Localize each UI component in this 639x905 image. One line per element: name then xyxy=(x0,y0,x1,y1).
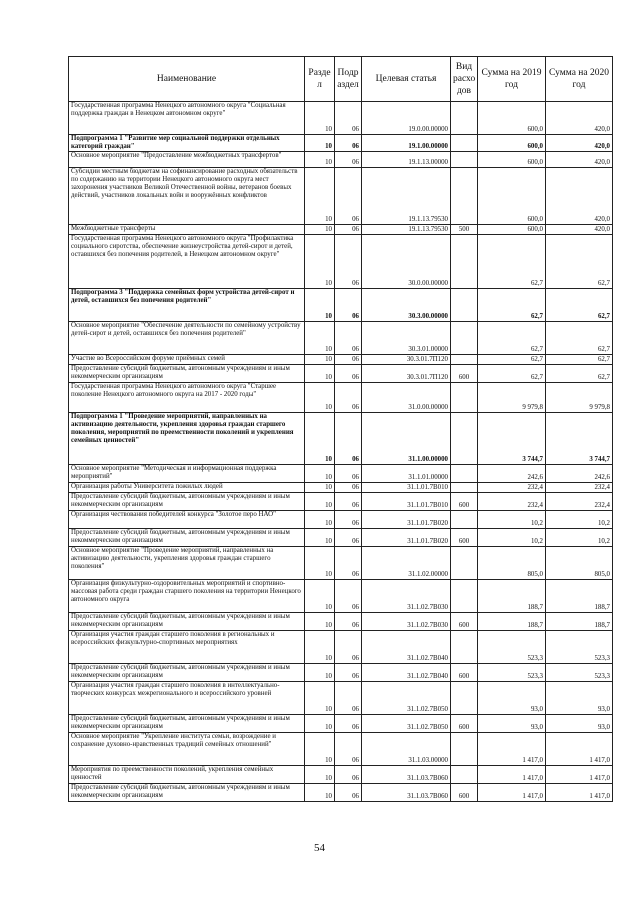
cell-subsection: 06 xyxy=(335,664,362,682)
cell-sum-2019: 600,0 xyxy=(478,135,546,152)
cell-sum-2019: 93,0 xyxy=(478,715,546,733)
cell-sum-2019: 188,7 xyxy=(478,613,546,631)
cell-section: 10 xyxy=(305,365,335,383)
cell-target-article: 31.0.00.00000 xyxy=(362,383,451,413)
cell-sum-2019: 1 417,0 xyxy=(478,733,546,766)
cell-sum-2019: 600,0 xyxy=(478,102,546,135)
cell-sum-2019: 1 417,0 xyxy=(478,766,546,784)
table-row xyxy=(69,465,613,483)
table-row xyxy=(69,631,613,664)
cell-expense-type xyxy=(451,355,478,365)
cell-name: Организация работы Университета пожилых людей xyxy=(69,483,305,493)
cell-target-article: 31.1.01.7В020 xyxy=(362,529,451,547)
cell-name: Государственная программа Ненецкого автономного округа "Профилактика социального сиротства, обеспечение жизнеустройства детей-сирот и детей, оставшихся без попечения родителей, в Ненецком автономном округе" xyxy=(69,235,305,289)
cell-sum-2020: 232,4 xyxy=(546,493,613,511)
cell-subsection: 06 xyxy=(335,733,362,766)
header-sum-2020: Сумма на 2020 год xyxy=(546,57,613,102)
cell-name: Подпрограмма 1 "Развитие мер социальной поддержки отдельных категорий граждан" xyxy=(69,135,305,152)
cell-target-article: 19.1.13.00000 xyxy=(362,152,451,168)
cell-sum-2019: 62,7 xyxy=(478,235,546,289)
cell-sum-2020: 9 979,8 xyxy=(546,383,613,413)
cell-section: 10 xyxy=(305,613,335,631)
cell-expense-type xyxy=(451,102,478,135)
cell-target-article: 31.1.02.00000 xyxy=(362,547,451,580)
cell-target-article: 31.1.02.7В040 xyxy=(362,631,451,664)
cell-section: 10 xyxy=(305,225,335,235)
cell-section: 10 xyxy=(305,715,335,733)
cell-expense-type: 600 xyxy=(451,664,478,682)
table-row xyxy=(69,168,613,225)
cell-sum-2020: 420,0 xyxy=(546,135,613,152)
cell-subsection: 06 xyxy=(335,631,362,664)
table-row xyxy=(69,289,613,322)
cell-section: 10 xyxy=(305,766,335,784)
cell-section: 10 xyxy=(305,493,335,511)
cell-sum-2020: 1 417,0 xyxy=(546,733,613,766)
cell-sum-2020: 420,0 xyxy=(546,168,613,225)
cell-target-article: 31.1.03.7В060 xyxy=(362,784,451,802)
cell-expense-type: 600 xyxy=(451,784,478,802)
cell-target-article: 31.1.00.00000 xyxy=(362,413,451,465)
cell-name: Субсидии местным бюджетам на софинансирование расходных обязательств по содержанию на территории Ненецкого автономного округа мест захоронения участников Великой Отечественной войны, ветеранов боевых действий, участников локальных войн и вооружённых конфликтов xyxy=(69,168,305,225)
cell-expense-type xyxy=(451,168,478,225)
cell-sum-2019: 600,0 xyxy=(478,168,546,225)
cell-name: Государственная программа Ненецкого автономного округа "Социальная поддержка граждан в Ненецком автономном округе" xyxy=(69,102,305,135)
cell-expense-type xyxy=(451,483,478,493)
cell-sum-2019: 600,0 xyxy=(478,152,546,168)
cell-subsection: 06 xyxy=(335,465,362,483)
cell-sum-2019: 232,4 xyxy=(478,483,546,493)
cell-name: Участие во Всероссийском форуме приёмных семей xyxy=(69,355,305,365)
cell-subsection: 06 xyxy=(335,682,362,715)
cell-subsection: 06 xyxy=(335,168,362,225)
cell-section: 10 xyxy=(305,465,335,483)
cell-subsection: 06 xyxy=(335,322,362,355)
cell-name: Государственная программа Ненецкого автономного округа "Старшее поколение Ненецкого автономного округа на 2017 - 2020 годы" xyxy=(69,383,305,413)
cell-name: Организация участия граждан старшего поколения в интеллектуально-творческих конкурсах межрегионального и всероссийского уровней xyxy=(69,682,305,715)
cell-name: Основное мероприятие "Укрепление института семьи, возрождение и сохранение духовно-нравственных традиций семейных отношений" xyxy=(69,733,305,766)
cell-section: 10 xyxy=(305,580,335,613)
cell-sum-2020: 523,3 xyxy=(546,664,613,682)
table-row xyxy=(69,322,613,355)
cell-section: 10 xyxy=(305,322,335,355)
cell-name: Основное мероприятие "Предоставление межбюджетных трансфертов" xyxy=(69,152,305,168)
cell-expense-type xyxy=(451,322,478,355)
cell-sum-2020: 1 417,0 xyxy=(546,784,613,802)
cell-subsection: 06 xyxy=(335,529,362,547)
cell-sum-2019: 9 979,8 xyxy=(478,383,546,413)
cell-subsection: 06 xyxy=(335,511,362,529)
cell-sum-2020: 93,0 xyxy=(546,682,613,715)
table-row xyxy=(69,529,613,547)
cell-expense-type: 600 xyxy=(451,715,478,733)
cell-name: Организация чествования победителей конкурса "Золотое перо НАО" xyxy=(69,511,305,529)
cell-sum-2020: 188,7 xyxy=(546,613,613,631)
cell-name: Подпрограмма 3 "Поддержка семейных форм устройства детей-сирот и детей, оставшихся без попечения родителей" xyxy=(69,289,305,322)
cell-subsection: 06 xyxy=(335,235,362,289)
cell-subsection: 06 xyxy=(335,784,362,802)
cell-sum-2019: 10,2 xyxy=(478,511,546,529)
cell-name: Предоставление субсидий бюджетным, автономным учреждениям и иным некоммерческим организациям xyxy=(69,715,305,733)
cell-sum-2019: 62,7 xyxy=(478,355,546,365)
table-body xyxy=(69,102,613,802)
cell-sum-2020: 242,6 xyxy=(546,465,613,483)
cell-subsection: 06 xyxy=(335,493,362,511)
cell-subsection: 06 xyxy=(335,766,362,784)
header-name: Наименование xyxy=(69,57,305,102)
cell-section: 10 xyxy=(305,631,335,664)
table-row xyxy=(69,613,613,631)
cell-expense-type xyxy=(451,135,478,152)
cell-section: 10 xyxy=(305,102,335,135)
cell-target-article: 31.1.02.7В050 xyxy=(362,715,451,733)
cell-sum-2019: 62,7 xyxy=(478,365,546,383)
cell-target-article: 31.1.01.7В010 xyxy=(362,493,451,511)
cell-sum-2020: 420,0 xyxy=(546,225,613,235)
table-row xyxy=(69,784,613,802)
cell-sum-2020: 1 417,0 xyxy=(546,766,613,784)
cell-sum-2019: 10,2 xyxy=(478,529,546,547)
header-section: Разде л xyxy=(305,57,335,102)
cell-target-article: 31.1.02.7В040 xyxy=(362,664,451,682)
cell-sum-2019: 62,7 xyxy=(478,289,546,322)
cell-expense-type xyxy=(451,547,478,580)
cell-target-article: 31.1.02.7В030 xyxy=(362,613,451,631)
cell-expense-type xyxy=(451,511,478,529)
cell-sum-2019: 600,0 xyxy=(478,225,546,235)
cell-sum-2020: 10,2 xyxy=(546,511,613,529)
cell-target-article: 31.1.02.7В050 xyxy=(362,682,451,715)
cell-sum-2020: 62,7 xyxy=(546,365,613,383)
cell-name: Предоставление субсидий бюджетным, автономным учреждениям и иным некоммерческим организациям xyxy=(69,613,305,631)
table-row xyxy=(69,511,613,529)
cell-expense-type: 600 xyxy=(451,529,478,547)
header-subsection: Подр аздел xyxy=(335,57,362,102)
cell-expense-type xyxy=(451,465,478,483)
cell-section: 10 xyxy=(305,235,335,289)
cell-target-article: 30.3.01.7П120 xyxy=(362,355,451,365)
cell-expense-type xyxy=(451,733,478,766)
cell-sum-2020: 93,0 xyxy=(546,715,613,733)
cell-expense-type xyxy=(451,766,478,784)
table-row xyxy=(69,383,613,413)
cell-expense-type xyxy=(451,289,478,322)
cell-expense-type xyxy=(451,383,478,413)
cell-sum-2020: 420,0 xyxy=(546,102,613,135)
cell-subsection: 06 xyxy=(335,715,362,733)
cell-target-article: 31.1.02.7В030 xyxy=(362,580,451,613)
table-row xyxy=(69,715,613,733)
cell-target-article: 19.0.00.00000 xyxy=(362,102,451,135)
cell-name: Предоставление субсидий бюджетным, автономным учреждениям и иным некоммерческим организациям xyxy=(69,664,305,682)
budget-table xyxy=(68,56,613,802)
header-sum-2019: Сумма на 2019 год xyxy=(478,57,546,102)
cell-sum-2019: 188,7 xyxy=(478,580,546,613)
cell-subsection: 06 xyxy=(335,413,362,465)
cell-section: 10 xyxy=(305,784,335,802)
cell-expense-type xyxy=(451,413,478,465)
cell-target-article: 19.1.13.79530 xyxy=(362,225,451,235)
table-row xyxy=(69,733,613,766)
cell-name: Подпрограмма 1 "Проведение мероприятий, направленных на активизацию деятельности, укрепления здоровья граждан старшего поколения, мероприятий по преемственности поколений и укрепления семейных ценностей" xyxy=(69,413,305,465)
cell-name: Межбюджетные трансферты xyxy=(69,225,305,235)
cell-name: Мероприятия по преемственности поколений, укрепления семейных ценностей xyxy=(69,766,305,784)
table-row xyxy=(69,355,613,365)
table-row xyxy=(69,152,613,168)
cell-subsection: 06 xyxy=(335,152,362,168)
cell-target-article: 31.1.01.7В020 xyxy=(362,511,451,529)
cell-name: Организация физкультурно-оздоровительных мероприятий и спортивно-массовая работа среди граждан старшего поколения на территории Ненецкого автономного округа xyxy=(69,580,305,613)
cell-section: 10 xyxy=(305,682,335,715)
cell-expense-type: 600 xyxy=(451,365,478,383)
cell-section: 10 xyxy=(305,664,335,682)
cell-name: Основное мероприятие "Проведение мероприятий, направленных на активизацию деятельности, укрепления здоровья граждан старшего поколения" xyxy=(69,547,305,580)
cell-expense-type xyxy=(451,682,478,715)
cell-name: Организация участия граждан старшего поколения в региональных и всероссийских физкультурно-спортивных мероприятиях xyxy=(69,631,305,664)
table-row xyxy=(69,766,613,784)
cell-sum-2020: 62,7 xyxy=(546,355,613,365)
cell-sum-2020: 62,7 xyxy=(546,289,613,322)
cell-section: 10 xyxy=(305,168,335,225)
cell-target-article: 30.3.00.00000 xyxy=(362,289,451,322)
cell-section: 10 xyxy=(305,483,335,493)
cell-sum-2020: 805,0 xyxy=(546,547,613,580)
cell-sum-2020: 523,3 xyxy=(546,631,613,664)
cell-name: Предоставление субсидий бюджетным, автономным учреждениям и иным некоммерческим организациям xyxy=(69,784,305,802)
page-number: 54 xyxy=(314,842,325,854)
header-expense-type: Вид расхо дов xyxy=(451,57,478,102)
cell-sum-2019: 3 744,7 xyxy=(478,413,546,465)
cell-name: Предоставление субсидий бюджетным, автономным учреждениям и иным некоммерческим организациям xyxy=(69,493,305,511)
cell-subsection: 06 xyxy=(335,135,362,152)
cell-expense-type: 600 xyxy=(451,493,478,511)
cell-section: 10 xyxy=(305,289,335,322)
cell-section: 10 xyxy=(305,529,335,547)
table-row xyxy=(69,135,613,152)
cell-target-article: 30.0.00.00000 xyxy=(362,235,451,289)
cell-target-article: 19.1.00.00000 xyxy=(362,135,451,152)
cell-sum-2020: 232,4 xyxy=(546,483,613,493)
cell-target-article: 30.3.01.00000 xyxy=(362,322,451,355)
cell-section: 10 xyxy=(305,383,335,413)
cell-target-article: 19.1.13.79530 xyxy=(362,168,451,225)
cell-subsection: 06 xyxy=(335,580,362,613)
cell-expense-type xyxy=(451,152,478,168)
table-row xyxy=(69,225,613,235)
header-target-article: Целевая статья xyxy=(362,57,451,102)
table-row xyxy=(69,413,613,465)
cell-sum-2020: 62,7 xyxy=(546,235,613,289)
table-header-row xyxy=(69,57,613,102)
cell-expense-type xyxy=(451,235,478,289)
cell-sum-2019: 242,6 xyxy=(478,465,546,483)
cell-subsection: 06 xyxy=(335,355,362,365)
cell-subsection: 06 xyxy=(335,483,362,493)
cell-expense-type: 600 xyxy=(451,613,478,631)
cell-expense-type xyxy=(451,631,478,664)
cell-sum-2019: 1 417,0 xyxy=(478,784,546,802)
table-row xyxy=(69,102,613,135)
cell-section: 10 xyxy=(305,547,335,580)
cell-sum-2019: 62,7 xyxy=(478,322,546,355)
cell-subsection: 06 xyxy=(335,365,362,383)
cell-subsection: 06 xyxy=(335,289,362,322)
table-row xyxy=(69,664,613,682)
cell-sum-2020: 420,0 xyxy=(546,152,613,168)
cell-target-article: 31.1.03.7В060 xyxy=(362,766,451,784)
cell-section: 10 xyxy=(305,413,335,465)
cell-expense-type xyxy=(451,580,478,613)
cell-section: 10 xyxy=(305,152,335,168)
cell-section: 10 xyxy=(305,511,335,529)
table-row xyxy=(69,547,613,580)
cell-expense-type: 500 xyxy=(451,225,478,235)
cell-sum-2019: 232,4 xyxy=(478,493,546,511)
cell-sum-2019: 805,0 xyxy=(478,547,546,580)
cell-target-article: 31.1.01.00000 xyxy=(362,465,451,483)
cell-name: Основное мероприятие "Методическая и информационная поддержка мероприятий" xyxy=(69,465,305,483)
cell-sum-2019: 523,3 xyxy=(478,631,546,664)
cell-subsection: 06 xyxy=(335,613,362,631)
cell-target-article: 30.3.01.7П120 xyxy=(362,365,451,383)
cell-section: 10 xyxy=(305,135,335,152)
table-row xyxy=(69,365,613,383)
cell-target-article: 31.1.03.00000 xyxy=(362,733,451,766)
cell-sum-2019: 523,3 xyxy=(478,664,546,682)
cell-sum-2020: 62,7 xyxy=(546,322,613,355)
cell-sum-2020: 3 744,7 xyxy=(546,413,613,465)
cell-name: Предоставление субсидий бюджетным, автономным учреждениям и иным некоммерческим организациям xyxy=(69,365,305,383)
cell-section: 10 xyxy=(305,733,335,766)
cell-sum-2020: 188,7 xyxy=(546,580,613,613)
cell-section: 10 xyxy=(305,355,335,365)
table-row xyxy=(69,682,613,715)
cell-target-article: 31.1.01.7В010 xyxy=(362,483,451,493)
cell-subsection: 06 xyxy=(335,225,362,235)
cell-subsection: 06 xyxy=(335,547,362,580)
table-row xyxy=(69,483,613,493)
cell-sum-2019: 93,0 xyxy=(478,682,546,715)
cell-subsection: 06 xyxy=(335,383,362,413)
cell-name: Основное мероприятие "Обеспечение деятельности по семейному устройству детей-сирот и детей, оставшихся без попечения родителей" xyxy=(69,322,305,355)
cell-sum-2020: 10,2 xyxy=(546,529,613,547)
cell-subsection: 06 xyxy=(335,102,362,135)
table-row xyxy=(69,235,613,289)
cell-name: Предоставление субсидий бюджетным, автономным учреждениям и иным некоммерческим организациям xyxy=(69,529,305,547)
table-row xyxy=(69,493,613,511)
table-row xyxy=(69,580,613,613)
